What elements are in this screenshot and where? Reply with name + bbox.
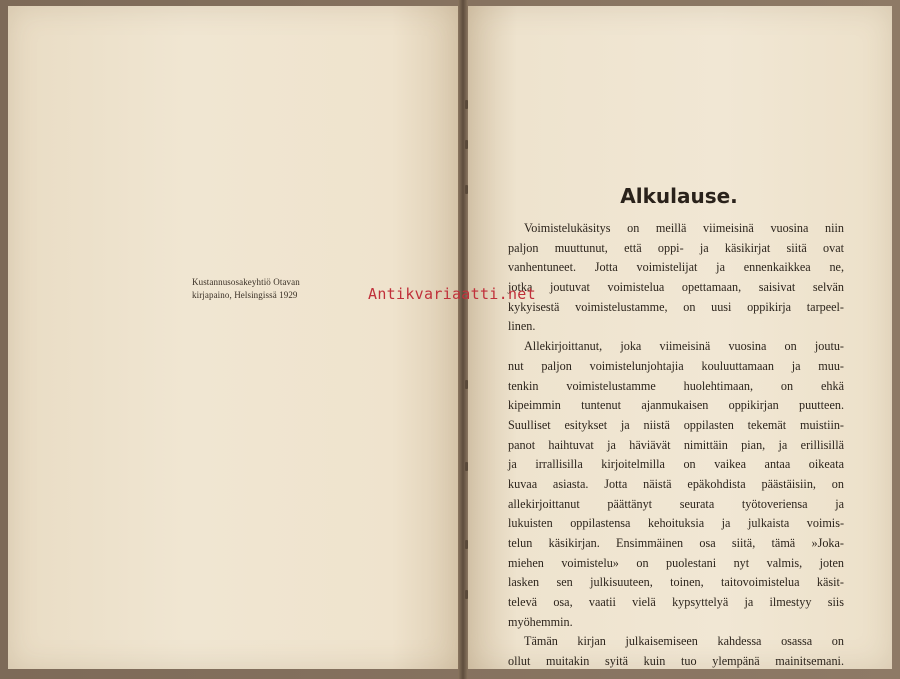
binding-stitch — [465, 540, 468, 549]
text-line: kykyisestä voimistelustamme, on uusi oppikirja tarpeel- — [508, 299, 844, 314]
preface-body — [508, 219, 844, 672]
text-line: lukuisten oppilastensa kehoituksia ja julkaista voimis- — [508, 516, 844, 531]
imprint-line: Kustannusosakeyhtiö Otavan — [192, 277, 300, 287]
text-line: paljon muuttunut, että oppi- ja käsikirjat siitä ovat — [508, 240, 844, 255]
binding-stitch — [465, 590, 468, 599]
text-line: linen. — [508, 319, 536, 334]
binding-stitch — [465, 140, 468, 149]
imprint-line: kirjapaino, Helsingissä 1929 — [192, 290, 298, 300]
binding-stitch — [465, 100, 468, 109]
watermark: Antikvariaatti.net — [368, 285, 536, 303]
text-line: tenkin voimistelustamme huolehtimaan, on ehkä — [508, 378, 844, 393]
text-line: panot haihtuvat ja häviävät nimittäin pian, ja erillisillä — [508, 437, 844, 452]
text-line: Allekirjoittanut, joka viimeisinä vuosina on joutu- — [524, 339, 844, 354]
text-line: Tämän kirjan julkaisemiseen kahdessa osassa on — [524, 634, 844, 649]
text-line: ja irrallisilla kirjoitelmilla on vaikea antaa oikeata — [508, 457, 844, 472]
text-line: lasken sen julkisuuteen, toinen, taitovoimistelua käsit- — [508, 575, 844, 590]
text-line: ollut muitakin syitä kuin tuo ylempänä mainitsemani. — [508, 654, 844, 669]
binding-stitch — [465, 462, 468, 471]
left-page — [8, 6, 460, 669]
binding-stitch — [465, 380, 468, 389]
text-line: kipeimmin tuntenut ajanmukaisen oppikirjan puutteen. — [508, 398, 844, 413]
text-line: allekirjoittanut päättänyt seurata työtoveriensa ja — [508, 496, 844, 511]
text-line: miehen voimistelu» on puolestani nyt valmis, joten — [508, 555, 844, 570]
text-line: vanhentuneet. Jotta voimistelijat ja ennenkaikkea ne, — [508, 260, 844, 275]
text-line: kuvaa asiasta. Jotta näistä epäkohdista päästäisiin, on — [508, 476, 844, 491]
printer-imprint — [192, 276, 300, 302]
text-line: televä osa, vaatii vielä kypsyttelyä ja ilmestyy siis — [508, 595, 844, 610]
text-line: nut paljon voimistelunjohtajia kouluuttamaan ja muu- — [508, 358, 844, 373]
text-line: Voimistelukäsitys on meillä viimeisinä vuosina niin — [524, 221, 844, 235]
text-line: telun käsikirjan. Ensimmäinen osa siitä, tämä »Joka- — [508, 536, 844, 550]
preface-heading: Alkulause. — [620, 184, 738, 208]
text-line: jotka joutuvat voimistelua opettamaan, saisivat selvän — [508, 280, 844, 295]
text-line: Suulliset esitykset ja niistä oppilasten tekemät muistiin- — [508, 417, 844, 432]
text-line: myöhemmin. — [508, 614, 573, 629]
